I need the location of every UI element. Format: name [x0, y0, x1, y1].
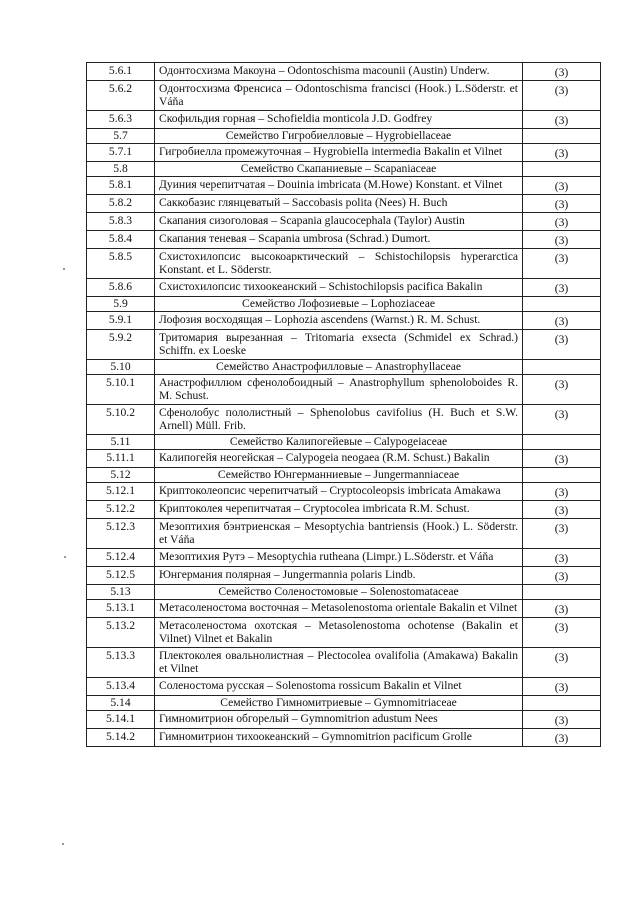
family-name: Семейство Анастрофилловые – Anastrophyllaceae — [155, 360, 523, 375]
row-number: 5.8.4 — [87, 231, 155, 249]
row-number: 5.8.1 — [87, 177, 155, 195]
row-number: 5.9.2 — [87, 330, 155, 360]
species-name: Юнгермания полярная – Jungermannia polaris Lindb. — [155, 567, 523, 585]
species-name: Лофозия восходящая – Lophozia ascendens (Warnst.) R. M. Schust. — [155, 312, 523, 330]
row-number: 5.13 — [87, 585, 155, 600]
species-name: Гигробиелла промежуточная – Hygrobiella intermedia Bakalin et Vilnet — [155, 144, 523, 162]
row-number: 5.10.2 — [87, 405, 155, 435]
species-row — [87, 405, 601, 435]
family-row — [87, 360, 601, 375]
row-number: 5.12.3 — [87, 519, 155, 549]
status-category — [523, 435, 601, 450]
status-category — [523, 696, 601, 711]
species-name: Мезоптихия бэнтриенская – Mesoptychia bantriensis (Hook.) L. Söderstr. et Váňa — [155, 519, 523, 549]
row-number: 5.14 — [87, 696, 155, 711]
row-number: 5.7 — [87, 129, 155, 144]
status-category: (3) — [523, 375, 601, 405]
status-category: (3) — [523, 213, 601, 231]
species-name: Метасоленостома охотская – Metasolenostoma ochotense (Bakalin et Vilnet) Vilnet et Bakalin — [155, 618, 523, 648]
family-row — [87, 468, 601, 483]
row-number: 5.6.3 — [87, 111, 155, 129]
family-row — [87, 585, 601, 600]
row-number: 5.12.5 — [87, 567, 155, 585]
row-number: 5.12.2 — [87, 501, 155, 519]
row-number: 5.8.3 — [87, 213, 155, 231]
species-row — [87, 213, 601, 231]
row-number: 5.9.1 — [87, 312, 155, 330]
species-row — [87, 279, 601, 297]
row-number: 5.12 — [87, 468, 155, 483]
row-number: 5.6.1 — [87, 63, 155, 81]
species-row — [87, 618, 601, 648]
status-category — [523, 585, 601, 600]
status-category: (3) — [523, 618, 601, 648]
status-category: (3) — [523, 450, 601, 468]
row-number: 5.8 — [87, 162, 155, 177]
status-category — [523, 129, 601, 144]
row-number: 5.13.4 — [87, 678, 155, 696]
family-row — [87, 297, 601, 312]
row-number: 5.12.1 — [87, 483, 155, 501]
species-row — [87, 312, 601, 330]
row-number: 5.14.1 — [87, 711, 155, 729]
row-number: 5.12.4 — [87, 549, 155, 567]
row-number: 5.13.1 — [87, 600, 155, 618]
status-category: (3) — [523, 678, 601, 696]
species-row — [87, 249, 601, 279]
species-name: Сфенолобус пололистный – Sphenolobus cavifolius (H. Buch et S.W. Arnell) Müll. Frib. — [155, 405, 523, 435]
species-row — [87, 519, 601, 549]
species-name: Скапания сизоголовая – Scapania glaucocephala (Taylor) Austin — [155, 213, 523, 231]
family-row — [87, 696, 601, 711]
family-name: Семейство Юнгерманниевые – Jungermanniaceae — [155, 468, 523, 483]
family-row — [87, 162, 601, 177]
species-row — [87, 501, 601, 519]
status-category: (3) — [523, 729, 601, 747]
species-name: Гимномитрион обгорелый – Gymnomitrion adustum Nees — [155, 711, 523, 729]
status-category: (3) — [523, 330, 601, 360]
scan-speck — [64, 556, 66, 558]
species-row — [87, 729, 601, 747]
status-category: (3) — [523, 81, 601, 111]
status-category: (3) — [523, 600, 601, 618]
species-row — [87, 231, 601, 249]
status-category: (3) — [523, 567, 601, 585]
species-row — [87, 678, 601, 696]
status-category: (3) — [523, 549, 601, 567]
status-category: (3) — [523, 519, 601, 549]
species-row — [87, 375, 601, 405]
row-number: 5.7.1 — [87, 144, 155, 162]
species-name: Одонтосхизма Макоуна – Odontoschisma macounii (Austin) Underw. — [155, 63, 523, 81]
status-category: (3) — [523, 144, 601, 162]
species-name: Гимномитрион тихоокеанский – Gymnomitrion pacificum Grolle — [155, 729, 523, 747]
status-category: (3) — [523, 405, 601, 435]
status-category: (3) — [523, 648, 601, 678]
species-name: Тритомария вырезанная – Tritomaria exsecta (Schmidel ex Schrad.) Schiffn. ex Loeske — [155, 330, 523, 360]
species-name: Скапания теневая – Scapania umbrosa (Schrad.) Dumort. — [155, 231, 523, 249]
species-row — [87, 711, 601, 729]
species-name: Плектоколея овальнолистная – Plectocolea ovalifolia (Amakawa) Bakalin et Vilnet — [155, 648, 523, 678]
species-name: Схистохилопсис тихоокеанский – Schistochilopsis pacifica Bakalin — [155, 279, 523, 297]
species-row — [87, 144, 601, 162]
status-category: (3) — [523, 312, 601, 330]
species-row — [87, 330, 601, 360]
species-row — [87, 450, 601, 468]
species-name: Метасоленостома восточная – Metasolenostoma orientale Bakalin et Vilnet — [155, 600, 523, 618]
row-number: 5.8.5 — [87, 249, 155, 279]
row-number: 5.13.3 — [87, 648, 155, 678]
status-category: (3) — [523, 711, 601, 729]
species-name: Калипогейя неогейская – Calypogeia neogaea (R.M. Schust.) Bakalin — [155, 450, 523, 468]
status-category: (3) — [523, 483, 601, 501]
species-row — [87, 567, 601, 585]
species-name: Криптоколеопсис черепитчатый – Cryptocoleopsis imbricata Amakawa — [155, 483, 523, 501]
row-number: 5.10 — [87, 360, 155, 375]
row-number: 5.11.1 — [87, 450, 155, 468]
family-name: Семейство Гимномитриевые – Gymnomitriaceae — [155, 696, 523, 711]
species-name: Одонтосхизма Френсиса – Odontoschisma francisci (Hook.) L.Söderstr. et Váňa — [155, 81, 523, 111]
document-page — [86, 62, 600, 747]
row-number: 5.9 — [87, 297, 155, 312]
species-row — [87, 195, 601, 213]
family-name: Семейство Гигробиелловые – Hygrobiellaceae — [155, 129, 523, 144]
species-row — [87, 81, 601, 111]
species-name: Мезоптихия Рутэ – Mesoptychia rutheana (Limpr.) L.Söderstr. et Váňa — [155, 549, 523, 567]
species-row — [87, 63, 601, 81]
row-number: 5.6.2 — [87, 81, 155, 111]
family-row — [87, 129, 601, 144]
species-table — [86, 62, 601, 747]
status-category: (3) — [523, 249, 601, 279]
status-category: (3) — [523, 195, 601, 213]
family-name: Семейство Соленостомовые – Solenostomataceae — [155, 585, 523, 600]
row-number: 5.10.1 — [87, 375, 155, 405]
family-name: Семейство Скапаниевые – Scapaniaceae — [155, 162, 523, 177]
table-body — [87, 63, 601, 747]
status-category: (3) — [523, 111, 601, 129]
status-category: (3) — [523, 177, 601, 195]
status-category: (3) — [523, 231, 601, 249]
species-row — [87, 177, 601, 195]
status-category: (3) — [523, 501, 601, 519]
scan-speck — [63, 268, 65, 270]
species-name: Саккобазис глянцеватый – Saccobasis polita (Nees) H. Buch — [155, 195, 523, 213]
row-number: 5.8.6 — [87, 279, 155, 297]
status-category — [523, 360, 601, 375]
scan-speck — [62, 843, 64, 845]
family-name: Семейство Калипогейевые – Calypogeiaceae — [155, 435, 523, 450]
species-row — [87, 483, 601, 501]
row-number: 5.14.2 — [87, 729, 155, 747]
species-row — [87, 549, 601, 567]
status-category — [523, 297, 601, 312]
species-name: Анастрофиллюм сфенолобоидный – Anastrophyllum sphenoloboides R. M. Schust. — [155, 375, 523, 405]
species-name: Соленостома русская – Solenostoma rossicum Bakalin et Vilnet — [155, 678, 523, 696]
species-row — [87, 111, 601, 129]
family-name: Семейство Лофозиевые – Lophoziaceae — [155, 297, 523, 312]
status-category: (3) — [523, 63, 601, 81]
status-category — [523, 468, 601, 483]
species-name: Схистохилопсис высокоарктический – Schistochilopsis hyperarctica Konstant. et L. Söderstr. — [155, 249, 523, 279]
status-category: (3) — [523, 279, 601, 297]
species-name: Дуиния черепитчатая – Douinia imbricata (M.Howe) Konstant. et Vilnet — [155, 177, 523, 195]
row-number: 5.13.2 — [87, 618, 155, 648]
species-name: Скофильдия горная – Schofieldia monticola J.D. Godfrey — [155, 111, 523, 129]
species-row — [87, 600, 601, 618]
row-number: 5.11 — [87, 435, 155, 450]
species-row — [87, 648, 601, 678]
species-name: Криптоколея черепитчатая – Cryptocolea imbricata R.M. Schust. — [155, 501, 523, 519]
status-category — [523, 162, 601, 177]
family-row — [87, 435, 601, 450]
row-number: 5.8.2 — [87, 195, 155, 213]
